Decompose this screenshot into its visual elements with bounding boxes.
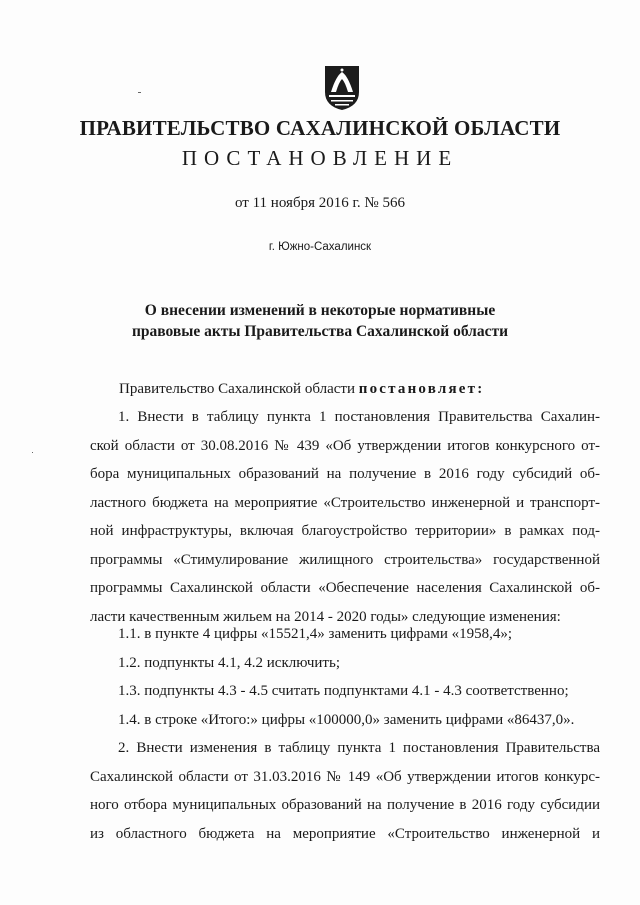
scan-speck <box>138 92 141 93</box>
paragraph-line: 2. Внести изменения в таблицу пункта 1 постановления Правительства <box>118 740 600 756</box>
paragraph-line: бора муниципальных образований на получение в 2016 году субсидий об- <box>90 466 600 482</box>
paragraph-line: ласти качественным жильем на 2014 - 2020 годы» следующие изменения: <box>90 608 561 625</box>
coat-of-arms-emblem <box>322 62 362 112</box>
paragraph-line: программы Сахалинской области «Обеспечение населения Сахалинской об- <box>90 580 600 596</box>
date-and-number: от 11 ноября 2016 г. № 566 <box>235 195 405 211</box>
subitem: 1.4. в строке «Итого:» цифры «100000,0» заменить цифрами «86437,0». <box>118 711 575 728</box>
subject-line: О внесении изменений в некоторые нормативные <box>144 302 496 319</box>
paragraph-line: ластного бюджета на мероприятие «Строительство инженерной и транспорт- <box>90 494 600 511</box>
paragraph-line: программы «Стимулирование жилищного строительства» государственной <box>90 551 600 568</box>
item-1-subitems <box>118 620 600 734</box>
intro-keyword: постановляет: <box>358 381 485 397</box>
paragraph-line: 1. Внести в таблицу пункта 1 постановления Правительства Сахалин- <box>118 409 600 425</box>
resolution-intro <box>119 381 484 398</box>
item-1-paragraph <box>90 403 600 631</box>
government-name: ПРАВИТЕЛЬСТВО САХАЛИНСКОЙ ОБЛАСТИ <box>79 116 561 140</box>
subitem: 1.3. подпункты 4.3 - 4.5 считать подпунктами 4.1 - 4.3 соответственно; <box>118 683 569 699</box>
paragraph-line: Сахалинской области от 31.03.2016 № 149 «Об утверждении итогов конкурс- <box>90 768 600 785</box>
paragraph-line: ной инфраструктуры, включая благоустройство территории» в рамках под- <box>90 523 600 539</box>
subitem: 1.1. в пункте 4 цифры «15521,4» заменить цифрами «1958,4»; <box>118 626 513 642</box>
paragraph-line: ской области от 30.08.2016 № 439 «Об утверждении итогов конкурсного от- <box>90 437 600 454</box>
subject-line: правовые акты Правительства Сахалинской области <box>131 323 509 340</box>
document-subject <box>0 300 640 342</box>
subitem: 1.2. подпункты 4.1, 4.2 исключить; <box>118 654 340 671</box>
document-type: ПОСТАНОВЛЕНИЕ <box>181 146 459 170</box>
paragraph-line: ного отбора муниципальных образований на получение в 2016 году субсидии <box>90 797 600 813</box>
item-2-paragraph <box>90 734 600 848</box>
city-name: г. Южно-Сахалинск <box>268 241 372 253</box>
intro-text: Правительство Сахалинской области <box>119 381 359 397</box>
paragraph-line: из областного бюджета на мероприятие «Строительство инженерной и <box>90 825 600 842</box>
scan-speck <box>32 452 33 453</box>
